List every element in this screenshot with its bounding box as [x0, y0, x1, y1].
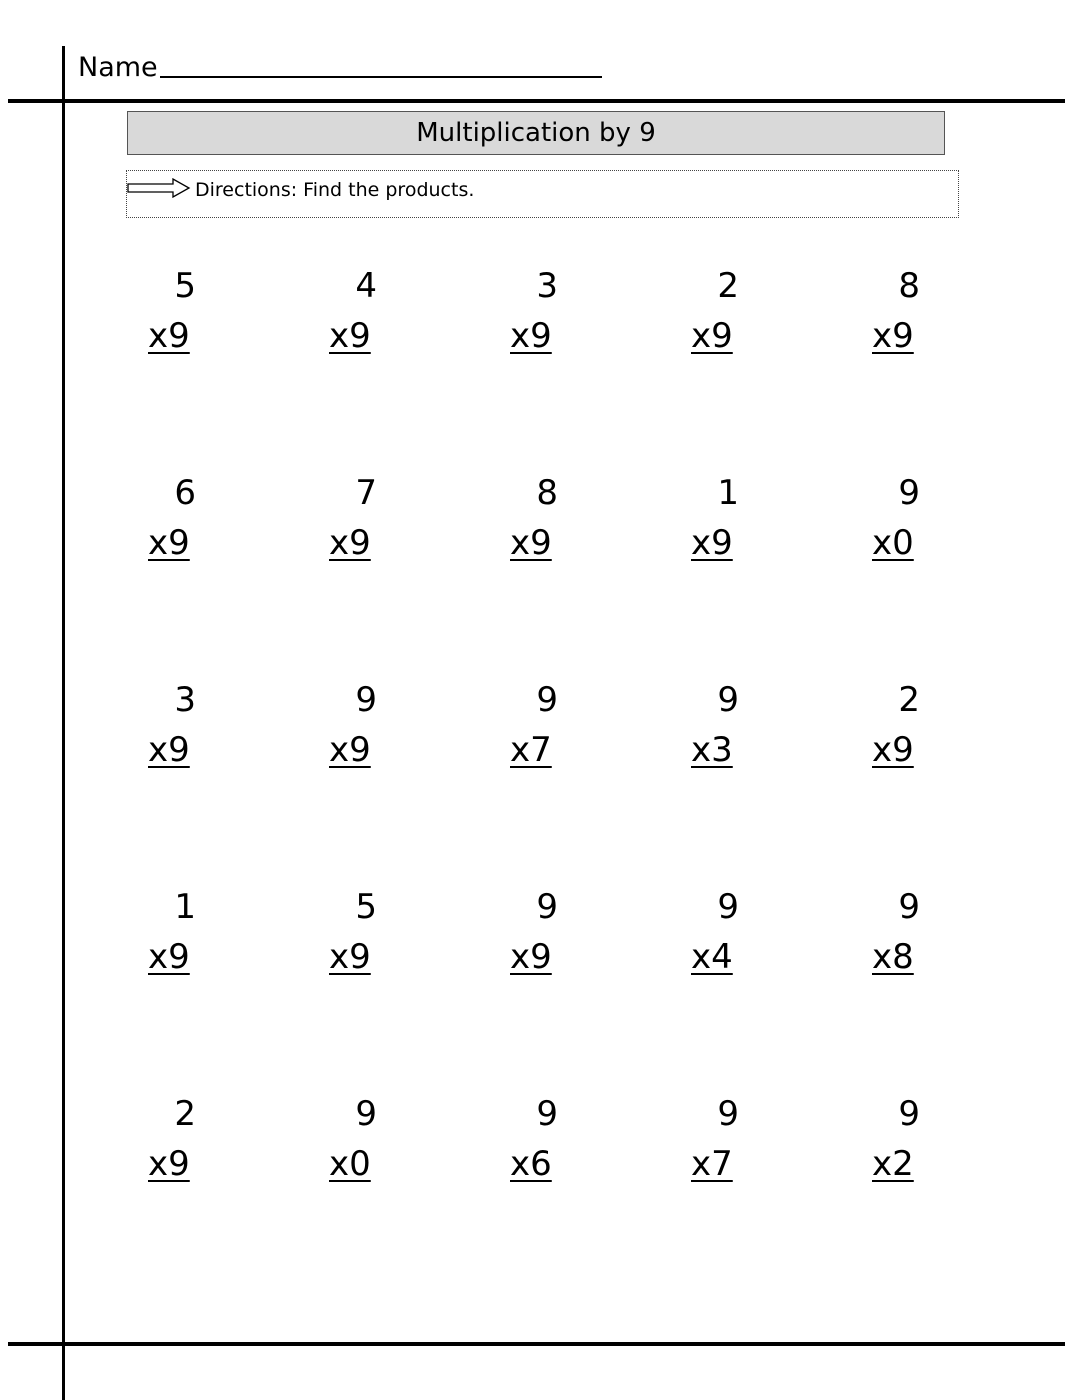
problem-top-number: 5	[355, 887, 377, 927]
problem-top-number: 9	[536, 1094, 558, 1134]
problem-top-number: 2	[717, 266, 739, 306]
problem-item	[872, 1096, 930, 1182]
problem-item	[148, 682, 206, 768]
problem-top-number: 9	[355, 1094, 377, 1134]
problem-top-number: 7	[355, 473, 377, 513]
directions-text: Directions: Find the products.	[195, 179, 475, 201]
problem-item	[691, 475, 749, 561]
problem-top-number: 8	[536, 473, 558, 513]
problem-top-number: 3	[174, 680, 196, 720]
problem-top-number: 9	[536, 887, 558, 927]
problem-item	[691, 1096, 749, 1182]
problem-item	[329, 1096, 387, 1182]
header-rule	[8, 99, 1065, 103]
problem-multiplier: x9	[148, 523, 190, 563]
problem-multiplier: x8	[872, 937, 914, 977]
problem-multiplier: x2	[872, 1144, 914, 1184]
problem-top-number: 9	[898, 1094, 920, 1134]
problem-top-number: 1	[174, 887, 196, 927]
problem-item	[872, 268, 930, 354]
problem-multiplier: x9	[148, 730, 190, 770]
problem-item	[148, 1096, 206, 1182]
problem-item	[510, 889, 568, 975]
problem-item	[872, 889, 930, 975]
problem-multiplier: x4	[691, 937, 733, 977]
problem-multiplier: x9	[148, 1144, 190, 1184]
title-banner	[127, 111, 945, 155]
problem-item	[329, 268, 387, 354]
problem-top-number: 9	[717, 887, 739, 927]
problem-item	[691, 268, 749, 354]
name-label: Name	[78, 52, 158, 83]
problem-multiplier: x0	[872, 523, 914, 563]
margin-line-vertical	[62, 46, 65, 1400]
problem-top-number: 3	[536, 266, 558, 306]
problem-top-number: 6	[174, 473, 196, 513]
problem-multiplier: x9	[510, 316, 552, 356]
problem-top-number: 2	[174, 1094, 196, 1134]
problem-item	[329, 475, 387, 561]
problem-top-number: 2	[898, 680, 920, 720]
problem-item	[148, 889, 206, 975]
arrow-right-outline-icon	[127, 178, 191, 198]
problem-top-number: 1	[717, 473, 739, 513]
problem-item	[691, 889, 749, 975]
problem-item	[329, 889, 387, 975]
problem-multiplier: x9	[872, 316, 914, 356]
problem-multiplier: x6	[510, 1144, 552, 1184]
footer-rule	[8, 1342, 1065, 1346]
problem-multiplier: x9	[329, 316, 371, 356]
problem-multiplier: x7	[510, 730, 552, 770]
problem-multiplier: x9	[329, 937, 371, 977]
problem-item	[510, 268, 568, 354]
problem-multiplier: x9	[329, 523, 371, 563]
directions-box	[126, 170, 959, 218]
problem-multiplier: x7	[691, 1144, 733, 1184]
problem-multiplier: x9	[510, 937, 552, 977]
problem-top-number: 9	[898, 887, 920, 927]
problem-top-number: 9	[898, 473, 920, 513]
problem-multiplier: x9	[148, 316, 190, 356]
problem-item	[872, 682, 930, 768]
problem-multiplier: x9	[148, 937, 190, 977]
problem-item	[148, 268, 206, 354]
problem-multiplier: x9	[691, 316, 733, 356]
problem-multiplier: x9	[872, 730, 914, 770]
name-blank-line[interactable]	[160, 76, 602, 78]
problem-top-number: 9	[717, 680, 739, 720]
problem-item	[148, 475, 206, 561]
problem-item	[872, 475, 930, 561]
problem-multiplier: x0	[329, 1144, 371, 1184]
problem-item	[510, 475, 568, 561]
problem-multiplier: x9	[691, 523, 733, 563]
problem-item	[510, 1096, 568, 1182]
problem-multiplier: x3	[691, 730, 733, 770]
name-field	[78, 44, 602, 84]
problem-item	[329, 682, 387, 768]
problem-top-number: 9	[717, 1094, 739, 1134]
problem-item	[691, 682, 749, 768]
problem-top-number: 9	[355, 680, 377, 720]
problem-multiplier: x9	[329, 730, 371, 770]
problem-multiplier: x9	[510, 523, 552, 563]
problem-top-number: 5	[174, 266, 196, 306]
problem-item	[510, 682, 568, 768]
worksheet-title: Multiplication by 9	[416, 118, 656, 148]
problem-top-number: 8	[898, 266, 920, 306]
problem-top-number: 4	[355, 266, 377, 306]
problem-top-number: 9	[536, 680, 558, 720]
